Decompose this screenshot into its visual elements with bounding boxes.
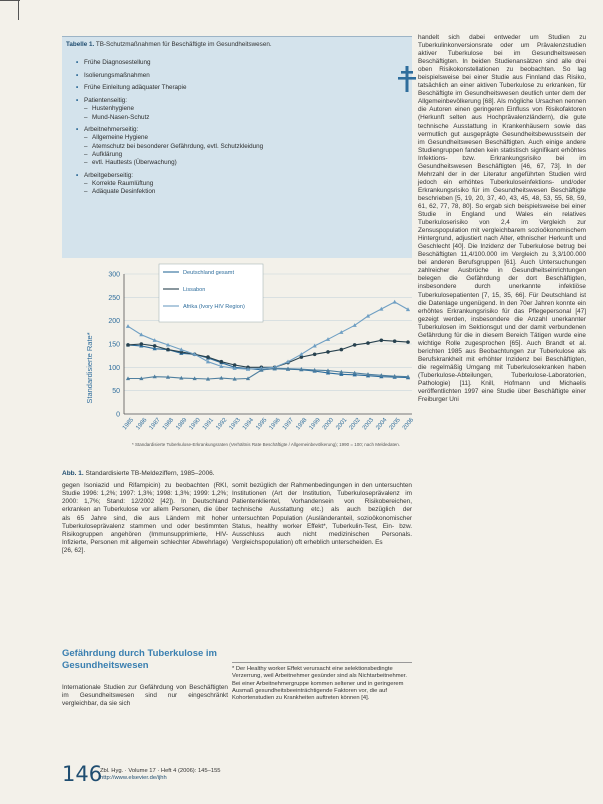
right-column-text: handelt sich dabei entweder um Studien zu Tuberkulinkonversionsrate oder um Prävalenzstudien aktiver Tuberkulose bei im Gesundheitswesen Beschäftigten. In beiden Studienansätzen sind alle drei oben Risikokonstellationen zu beobachten. So lag beispielsweise bei einer Studie aus Finnland das Risiko, tatsächlich an einer aktiven Tuberkulose zu erkranken, für Beschäftigte im Gesundheitswesen deutlich unter dem der Allgemeinbevölkerung [68]. Als mögliche Ursachen nennen die Autoren einen geringeren Einfluss von Risikofaktoren (Herkunft selten aus Hochprävalenzländern), die gute technische Ausstattung in Krankenhäusern sowie das vermutlich gut ausgeprägte Gesundheitsbewusstsein der im Gesundheitswesen Beschäftigten. Auch einige andere Studiengruppen fanden kein statistisch signifikant erhöhtes Infektions- bzw. Erkrankungsrisiko bei im Gesundheitswesen Beschäftigten [46, 67, 73]. In der Mehrzahl der in der Literatur angeführten Studien wird jedoch ein erhöhtes Tuberkuloseinfektions- und/oder Erkrankungsrisiko für im Gesundheitswesen Beschäftigte beschrieben [5, 19, 20, 37, 40, 43, 45, 48, 53, 55, 58, 59, 61, 62, 77, 78, 80]. So ergab sich beispielsweise bei einer Studie in England und Wales ein relatives Tuberkuloserisiko von 2,4 im Vergleich zur Zensuspopulation mit vergleichbarem sozioökonomischem Hintergrund, adjustiert nach Alter, ethnischer Herkunft und Geschlecht [40]. Die Inzidenz der Tuberkulose betrug bei Beschäftigten 11,4/100.000 im Vergleich zu 3,3/100.000 bei anderen Berufsgruppen [61]. Auch Untersuchungen zahlreicher Ausbrüche in Gesundheitseinrichtungen belegen die Gefährdung der dort Beschäftigten, insbesondere durch unerkannte infektiöse Tuberkulosepatienten [7, 15, 35, 66]. Für Deutschland ist die Datenlage ungenügend. In den 70er Jahren konnte ein erhöhtes Erkrankungsrisiko für das Pflegepersonal [47] gezeigt werden, insbesondere die Anzahl unerkannter Tuberkulosen im Sektionsgut und der damit verbundenen Gefährdung für die in diesem Bereich Tätigen wurde eine wichtige Rolle zugesprochen [65]. Auch Brandt et al. berichten 1985 aus Beobachtungen zur Tuberkulose als Berufskrankheit mit erhöhter Inzidenz bei Beschäftigten, die regelmäßig Umgang mit Tuberkulosekranken haben (Tuberkulose-Abteilungen, Tuberkulose-Laboratorien, Pathologie) [11]. Knill, Hofmann und Michaelis veröffentlichten 1997 eine Studie über Beschäftigte einer Freiburger Uni bbox=[418, 34, 586, 404]
legend-label: Lissabon bbox=[183, 287, 206, 294]
figure-caption-text: Standardisierte TB-Meldeziffern, 1985–2006. bbox=[85, 470, 215, 477]
bullet-icon: • bbox=[76, 126, 79, 134]
table-list bbox=[76, 59, 391, 201]
x-tick-label: 1997 bbox=[281, 417, 296, 432]
table-subitem: – Atemschutz bei besonderer Gefährdung, evtl. Schutzkleidung bbox=[84, 143, 391, 151]
x-tick-label: 1985 bbox=[121, 417, 136, 432]
figure-caption bbox=[62, 470, 215, 477]
footnote: * Der Healthy worker Effekt verursacht eine selektionsbedingte Verzerrung, weil Arbeitnehmer gesünder sind als Nichtarbeitnehmer. Bei einer Arbeitnehmergruppe kommen seltener und in geringerem Ausmaß gesundheitsbeeinträchtigende Faktoren vor, die auf Kohortenstudien zu Krankheiten auftreten können [4]. bbox=[232, 662, 412, 702]
y-tick-label: 0 bbox=[116, 411, 120, 419]
x-tick-label: 2002 bbox=[348, 417, 362, 432]
table-item-text: Frühe Diagnosestellung bbox=[84, 59, 151, 66]
table-item bbox=[76, 84, 391, 92]
journal-reference bbox=[100, 768, 221, 783]
bullet-icon: • bbox=[76, 59, 79, 66]
y-tick-label: 150 bbox=[108, 341, 120, 349]
middle-column bbox=[232, 482, 412, 547]
page-number: 146 bbox=[62, 762, 103, 786]
table-item-text: Patientenseitig: bbox=[84, 97, 128, 105]
crop-mark bbox=[18, 0, 19, 20]
y-tick-labels bbox=[108, 272, 120, 419]
y-tick-label: 200 bbox=[108, 318, 120, 326]
data-point bbox=[366, 341, 370, 345]
x-tick-label: 2004 bbox=[375, 417, 389, 432]
x-tick-label: 2003 bbox=[361, 417, 376, 432]
table-item bbox=[76, 126, 391, 167]
journal-citation: Zbl. Hyg. · Volume 17 · Heft 4 (2006): 145–155 bbox=[100, 768, 221, 774]
x-tick-label: 2001 bbox=[335, 417, 349, 432]
table-item-text: Arbeitgeberseitig: bbox=[84, 171, 134, 179]
left-column bbox=[62, 482, 228, 555]
x-tick-label: 2005 bbox=[388, 417, 402, 432]
bullet-icon: • bbox=[76, 84, 79, 92]
x-tick-label: 2000 bbox=[321, 417, 336, 432]
data-point bbox=[353, 343, 357, 347]
x-tick-label: 1992 bbox=[215, 417, 229, 432]
table-item bbox=[76, 172, 391, 197]
legend-label: Deutschland gesamt bbox=[183, 270, 234, 277]
left-column-lower-text: Internationale Studien zur Gefährdung von Beschäftigten im Gesundheitswesen sind nur eingeschränkt vergleichbar, da sie sich bbox=[62, 684, 228, 708]
data-point bbox=[153, 344, 157, 348]
x-tick-label: 1988 bbox=[161, 417, 176, 432]
table-subitem: – Adäquate Desinfektion bbox=[84, 188, 391, 196]
table-item-text: Frühe Einleitung adäquater Therapie bbox=[84, 84, 187, 92]
chart-footnote: * Standardisierte Tuberkulose-Erkrankungsraten (Verhältnis Rate Beschäftigte / Allgemeinbevölkerung); 1990 = 100; nach Meldedaten. bbox=[132, 442, 401, 447]
journal-url[interactable]: http://www.elsevier.de/ijhh bbox=[100, 775, 167, 782]
table-item bbox=[76, 59, 391, 67]
data-point bbox=[406, 340, 410, 344]
section-heading: Gefährdung durch Tuberkulose im Gesundheitswesen bbox=[62, 648, 218, 671]
middle-column-text: somit bezüglich der Rahmenbedingungen in den untersuchten Institutionen (Art der Institution, Tuberkuloseprävalenz im Patientenklientel, Vorhandensein von Risikobereichen, technische Ausstattung etc.) als auch bezüglich der untersuchten Population (Ausländeranteil, sozioökonomischer Status, healthy worker Effekt*, Tuberkulin-Test, Ein- bzw. Ausschluss auch nicht medizinischen Personals. Vergleichspopulation) oft erheblich unterscheiden. Es bbox=[232, 482, 412, 547]
table-subitem: – Mund-Nasen-Schutz bbox=[84, 114, 391, 122]
bullet-icon: • bbox=[76, 171, 79, 179]
x-tick-label: 1986 bbox=[135, 417, 149, 432]
data-point bbox=[313, 352, 317, 356]
table-subitem: – Korrekte Raumlüftung bbox=[84, 180, 391, 188]
y-tick-label: 300 bbox=[108, 271, 120, 279]
left-column-text: gegen Isoniazid und Rifampicin) zu beobachten (RKI, Studie 1996: 1,2%; 1997: 1,3%; 1998: 1,3%; 1999: 1,2%; 2000: 1,7%; Stand: 12/2002 [42]). In Deutschland erkranken an Tuberkulose vor allem Personen, die über als 65 Jahre sind, die aus Ländern mit hoher Tuberkuloseprävalenz stammen und oder bestimmten Risikogruppen angehören (Immunsupprimierte, HIV-Infizierte, Personen mit allgemein schlechter Abwehrlage) [26, 62]. bbox=[62, 482, 228, 555]
y-tick-label: 50 bbox=[112, 388, 120, 396]
y-tick-label: 250 bbox=[108, 294, 120, 302]
table-item bbox=[76, 97, 391, 122]
data-point bbox=[393, 339, 397, 343]
data-point bbox=[326, 350, 330, 354]
data-point bbox=[206, 355, 210, 359]
table-subitem: – Aufklärung bbox=[84, 151, 391, 159]
table-box bbox=[62, 36, 412, 258]
table-subitem: – Allgemeine Hygiene bbox=[84, 134, 391, 142]
x-tick-label: 2006 bbox=[401, 417, 416, 432]
y-axis-label: Standardisierte Rate* bbox=[85, 332, 94, 404]
x-tick-label: 1996 bbox=[268, 417, 282, 432]
table-item-text: Arbeitnehmerseitig: bbox=[84, 126, 139, 134]
x-tick-label: 1999 bbox=[308, 417, 322, 432]
x-tick-label: 1994 bbox=[241, 417, 256, 432]
cross-of-lorraine-logo bbox=[396, 64, 418, 94]
table-subitem: – evtl. Hauttests (Überwachung) bbox=[84, 159, 391, 167]
data-point bbox=[220, 360, 224, 364]
left-column-lower bbox=[62, 684, 228, 708]
x-tick-label: 1991 bbox=[201, 417, 216, 432]
x-tick-label: 1990 bbox=[188, 417, 202, 432]
y-tick-label: 100 bbox=[108, 364, 120, 372]
x-tick-labels bbox=[122, 417, 416, 432]
bullet-icon: • bbox=[76, 71, 79, 79]
data-point bbox=[140, 342, 144, 346]
data-point bbox=[166, 348, 170, 352]
table-item bbox=[76, 72, 391, 80]
table-label: Tabelle 1. bbox=[66, 41, 95, 48]
x-tick-label: 1995 bbox=[255, 417, 269, 432]
table-title: TB-Schutzmaßnahmen für Beschäftigte im Gesundheitswesen. bbox=[95, 41, 272, 48]
series-line bbox=[128, 368, 408, 379]
data-point bbox=[380, 338, 384, 342]
figure-label: Abb. 1. bbox=[62, 470, 84, 477]
data-point bbox=[126, 343, 130, 347]
series-line bbox=[128, 340, 408, 367]
tb-rate-chart bbox=[62, 258, 422, 468]
data-point bbox=[393, 300, 397, 304]
right-column bbox=[418, 34, 586, 404]
data-point bbox=[126, 324, 130, 328]
legend-label: Afrika (Ivory HIV Region) bbox=[183, 304, 245, 311]
x-tick-label: 1993 bbox=[228, 417, 242, 432]
crop-mark bbox=[0, 0, 20, 1]
x-tick-label: 1998 bbox=[295, 417, 309, 432]
bullet-icon: • bbox=[76, 97, 79, 105]
x-tick-label: 1989 bbox=[175, 417, 189, 432]
table-caption bbox=[66, 41, 272, 48]
chart-legend bbox=[159, 264, 263, 322]
table-item-text: Isolierungsmaßnahmen bbox=[84, 71, 150, 79]
series-2 bbox=[126, 338, 410, 369]
table-subitem: – Hustenhygiene bbox=[84, 105, 391, 113]
x-tick-label: 1987 bbox=[148, 417, 162, 432]
data-point bbox=[340, 348, 344, 352]
